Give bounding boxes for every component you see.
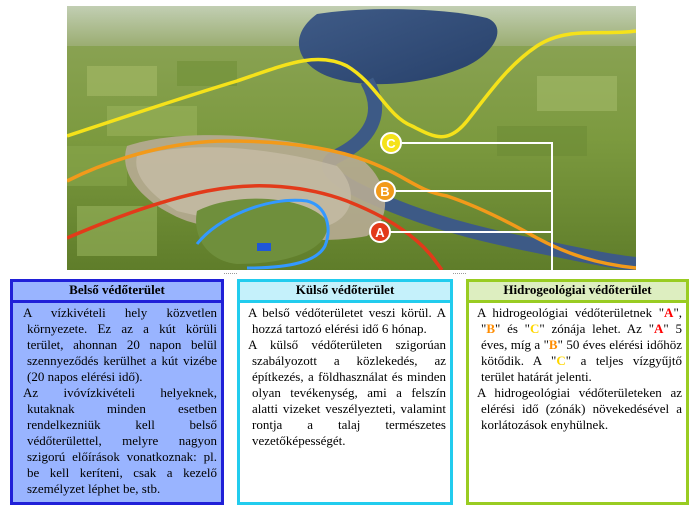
text-segment: " és " — [494, 321, 530, 336]
zone-a-label: A — [664, 305, 674, 320]
inner-zone-title: Belső védőterület — [13, 282, 221, 303]
text-segment: " a teljes vízgyűjtő terület határát jelenti. — [481, 353, 683, 384]
svg-text:A: A — [375, 225, 385, 240]
text-segment: A hidrogeológiai védőterületnek " — [477, 305, 665, 320]
outer-zone-panel — [237, 279, 453, 505]
text-segment: ", " — [481, 305, 682, 336]
aerial-photo-zones — [67, 6, 636, 270]
marker-c — [381, 133, 401, 153]
svg-text:B: B — [380, 184, 390, 199]
paragraph: A külső védőterületen szigorúan szabályozott a közlekedés, az építkezés, a földhasználat és minden olyan tevékenység, ami a felszín alatti vizeket veszélyezteti, valamint rontja a talaj természetes vezetőképességét. — [248, 337, 446, 448]
outer-zone-title: Külső védőterület — [240, 282, 450, 303]
text-segment: " zónája lehet. Az " — [539, 321, 655, 336]
paragraph — [477, 305, 682, 385]
zone-map-illustration — [67, 6, 636, 270]
text-segment: " 5 éves, míg a " — [481, 321, 682, 352]
paragraph: A vízkivételi hely közvetlen környezete. Ez az a kút körüli terület, ahonnan 20 napon belül szennyeződés kerülhet a kút vizébe (20 napos elérési idő). — [23, 305, 217, 384]
hydrogeological-zone-title: Hidrogeológiai védőterület — [469, 282, 686, 303]
water-intake-well — [257, 243, 271, 251]
inner-zone-text — [13, 303, 221, 497]
marker-a — [370, 222, 390, 242]
hydrogeological-zone-text — [469, 303, 686, 433]
zone-a-label: A — [654, 321, 664, 336]
zone-b-label: B — [548, 337, 558, 352]
paragraph: A hidrogeológiai védőterületeken az elérési idő (zónák) növekedésével a korlátozások enyhülnek. — [477, 385, 682, 432]
paragraph: A belső védőterületet veszi körül. A hozzá tartozó elérési idő 6 hónap. — [248, 305, 446, 336]
zone-c-label: C — [530, 321, 540, 336]
hydrogeological-zone-panel — [466, 279, 689, 505]
outer-zone-text — [240, 303, 450, 449]
zone-c-label: C — [556, 353, 566, 368]
divider-dotted — [453, 273, 466, 274]
divider-dotted — [224, 273, 237, 274]
marker-b — [375, 181, 395, 201]
zone-b-label: B — [486, 321, 495, 336]
svg-text:C: C — [386, 136, 396, 151]
text-segment: " 50 éves elérési időhöz kötődik. A " — [481, 337, 682, 368]
inner-zone-panel — [10, 279, 224, 505]
paragraph: Az ivóvízkivételi helyeknek, kutaknak minden esetben rendelkezniük kell belső védőterülettel, melyre nagyon szigorú előírások vonatkoznak: pl. be kell keríteni, csak a kezelő személyzet léphet be, stb. — [23, 385, 217, 496]
